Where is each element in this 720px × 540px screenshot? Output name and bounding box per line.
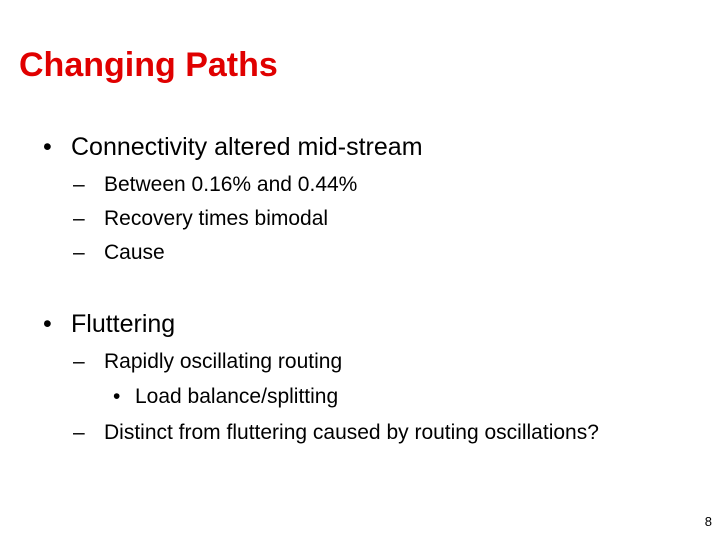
bullet-text: Fluttering	[71, 310, 176, 338]
subbullet-text: Between 0.16% and 0.44%	[104, 173, 358, 196]
subsubbullet-load-balance	[113, 384, 339, 409]
bullet-marker: •	[43, 310, 52, 338]
subbullet-text: Rapidly oscillating routing	[104, 350, 343, 373]
bullet-text: Connectivity altered mid-stream	[71, 133, 423, 161]
page-number: 8	[704, 514, 712, 529]
dash-marker: –	[73, 421, 85, 444]
bullet-connectivity	[43, 132, 423, 162]
subsubbullet-text: Load balance/splitting	[135, 385, 339, 408]
bullet-marker: •	[113, 385, 121, 408]
subbullet-rapidly	[73, 349, 343, 374]
subbullet-distinct	[73, 420, 599, 445]
dash-marker: –	[73, 241, 85, 264]
bullet-marker: •	[43, 133, 52, 161]
subbullet-text: Cause	[104, 241, 165, 264]
dash-marker: –	[73, 350, 85, 373]
dash-marker: –	[73, 173, 85, 196]
bullet-fluttering	[43, 309, 176, 339]
subbullet-text: Distinct from fluttering caused by routing oscillations?	[104, 421, 599, 444]
subbullet-text: Recovery times bimodal	[104, 207, 329, 230]
subbullet-recovery	[73, 206, 329, 231]
slide-title: Changing Paths	[19, 46, 278, 84]
dash-marker: –	[73, 207, 85, 230]
subbullet-between	[73, 172, 358, 197]
subbullet-cause	[73, 240, 165, 265]
